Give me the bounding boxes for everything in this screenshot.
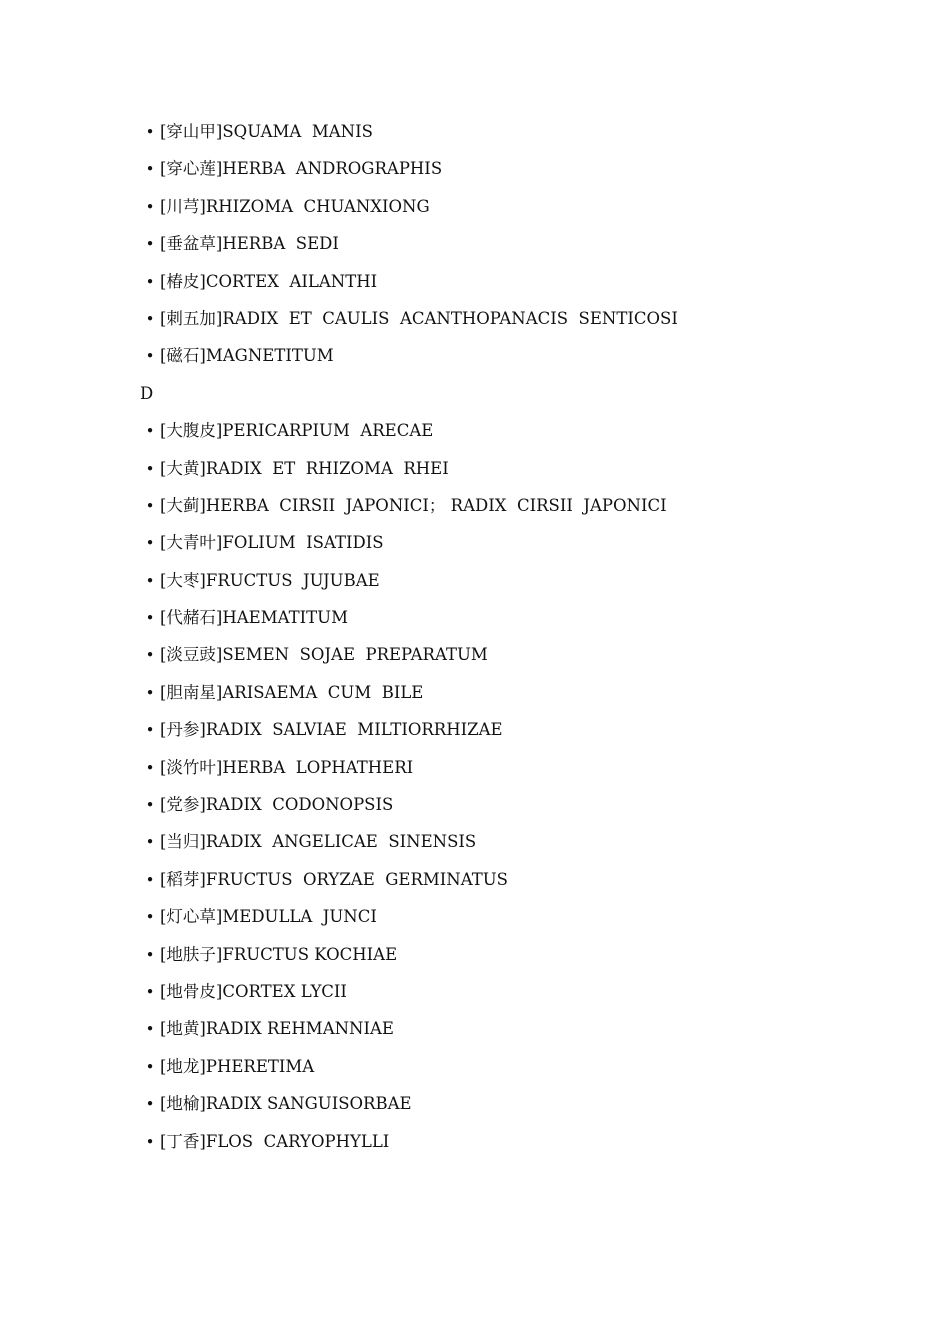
bullet-icon: • bbox=[145, 870, 155, 889]
list-item bbox=[140, 1085, 900, 1122]
bullet-icon: • bbox=[145, 1020, 155, 1039]
list-item-text: [灯心草]MEDULLA JUNCI bbox=[160, 907, 377, 927]
list-item-text: [大腹皮]PERICARPIUM ARECAE bbox=[160, 421, 434, 441]
list-item bbox=[140, 225, 900, 262]
list-item-text: [刺五加]RADIX ET CAULIS ACANTHOPANACIS SENTICOSI bbox=[160, 308, 678, 328]
bullet-icon: • bbox=[145, 758, 155, 777]
list-item bbox=[140, 1010, 900, 1047]
list-item bbox=[140, 1048, 900, 1085]
list-item bbox=[140, 487, 900, 524]
list-item-text: [垂盆草]HERBA SEDI bbox=[160, 234, 339, 254]
bullet-icon: • bbox=[145, 1095, 155, 1114]
bullet-icon: • bbox=[145, 160, 155, 179]
bullet-icon: • bbox=[145, 123, 155, 141]
list-item bbox=[140, 711, 900, 748]
list-item-text: [穿心莲]HERBA ANDROGRAPHIS bbox=[160, 159, 443, 179]
list-item bbox=[140, 188, 900, 225]
list-item-text: [丁香]FLOS CARYOPHYLLI bbox=[160, 1131, 390, 1151]
list-item-text: [地骨皮]CORTEX LYCII bbox=[160, 981, 347, 1001]
list-item-text: [代赭石]HAEMATITUM bbox=[160, 608, 348, 628]
list-item bbox=[140, 823, 900, 860]
bullet-icon: • bbox=[145, 1132, 155, 1151]
list-item-text: [党参]RADIX CODONOPSIS bbox=[160, 795, 394, 815]
list-item-text: [地龙]PHERETIMA bbox=[160, 1056, 315, 1076]
list-item bbox=[140, 450, 900, 487]
list-item bbox=[140, 524, 900, 561]
bullet-icon: • bbox=[145, 235, 155, 254]
list-item-text: [胆南星]ARISAEMA CUM BILE bbox=[160, 682, 424, 702]
bullet-icon: • bbox=[145, 534, 155, 553]
list-item bbox=[140, 562, 900, 599]
list-item bbox=[140, 412, 900, 449]
list-item bbox=[140, 861, 900, 898]
list-item-text: [地黄]RADIX REHMANNIAE bbox=[160, 1019, 394, 1039]
bullet-icon: • bbox=[145, 459, 155, 478]
bullet-icon: • bbox=[145, 197, 155, 216]
bullet-icon: • bbox=[145, 646, 155, 665]
list-item bbox=[140, 786, 900, 823]
list-item-text: [大蓟]HERBA CIRSII JAPONICI； RADIX CIRSII JAPONICI bbox=[160, 495, 667, 515]
list-item-text: [淡竹叶]HERBA LOPHATHERI bbox=[160, 757, 414, 777]
list-item bbox=[140, 337, 900, 374]
list-item-text: [大枣]FRUCTUS JUJUBAE bbox=[160, 570, 380, 590]
list-item-text: [当归]RADIX ANGELICAE SINENSIS bbox=[160, 832, 477, 852]
bullet-icon: • bbox=[145, 721, 155, 740]
bullet-icon: • bbox=[145, 945, 155, 964]
list-item bbox=[140, 113, 900, 150]
list-item bbox=[140, 150, 900, 187]
list-item-text: [川芎]RHIZOMA CHUANXIONG bbox=[160, 196, 430, 216]
bullet-icon: • bbox=[145, 833, 155, 852]
list-item-text: [地肤子]FRUCTUS KOCHIAE bbox=[160, 944, 398, 964]
list-item bbox=[140, 898, 900, 935]
bullet-icon: • bbox=[145, 309, 155, 328]
list-item bbox=[140, 973, 900, 1010]
list-item-text: [大青叶]FOLIUM ISATIDIS bbox=[160, 533, 384, 553]
herb-list bbox=[140, 113, 900, 1160]
list-item-text: [椿皮]CORTEX AILANTHI bbox=[160, 271, 378, 291]
list-item-text: [淡豆豉]SEMEN SOJAE PREPARATUM bbox=[160, 645, 488, 665]
list-item-text: [稻芽]FRUCTUS ORYZAE GERMINATUS bbox=[160, 869, 508, 889]
bullet-icon: • bbox=[145, 347, 155, 366]
section-heading: D bbox=[140, 383, 154, 403]
list-item bbox=[140, 749, 900, 786]
bullet-icon: • bbox=[145, 796, 155, 815]
bullet-icon: • bbox=[145, 609, 155, 628]
list-item bbox=[140, 300, 900, 337]
list-item bbox=[140, 636, 900, 673]
bullet-icon: • bbox=[145, 908, 155, 927]
bullet-icon: • bbox=[145, 496, 155, 515]
bullet-icon: • bbox=[145, 683, 155, 702]
list-item bbox=[140, 263, 900, 300]
bullet-icon: • bbox=[145, 272, 155, 291]
list-item-text: [大黄]RADIX ET RHIZOMA RHEI bbox=[160, 458, 449, 478]
bullet-icon: • bbox=[145, 422, 155, 441]
list-item-text: [磁石]MAGNETITUM bbox=[160, 346, 334, 366]
list-item bbox=[140, 674, 900, 711]
list-item bbox=[140, 936, 900, 973]
list-item-text: [穿山甲]SQUAMA MANIS bbox=[160, 122, 373, 141]
list-item-text: [地榆]RADIX SANGUISORBAE bbox=[160, 1094, 412, 1114]
list-item bbox=[140, 1123, 900, 1160]
bullet-icon: • bbox=[145, 571, 155, 590]
list-item bbox=[140, 599, 900, 636]
bullet-icon: • bbox=[145, 982, 155, 1001]
bullet-icon: • bbox=[145, 1057, 155, 1076]
list-item-text: [丹参]RADIX SALVIAE MILTIORRHIZAE bbox=[160, 720, 503, 740]
